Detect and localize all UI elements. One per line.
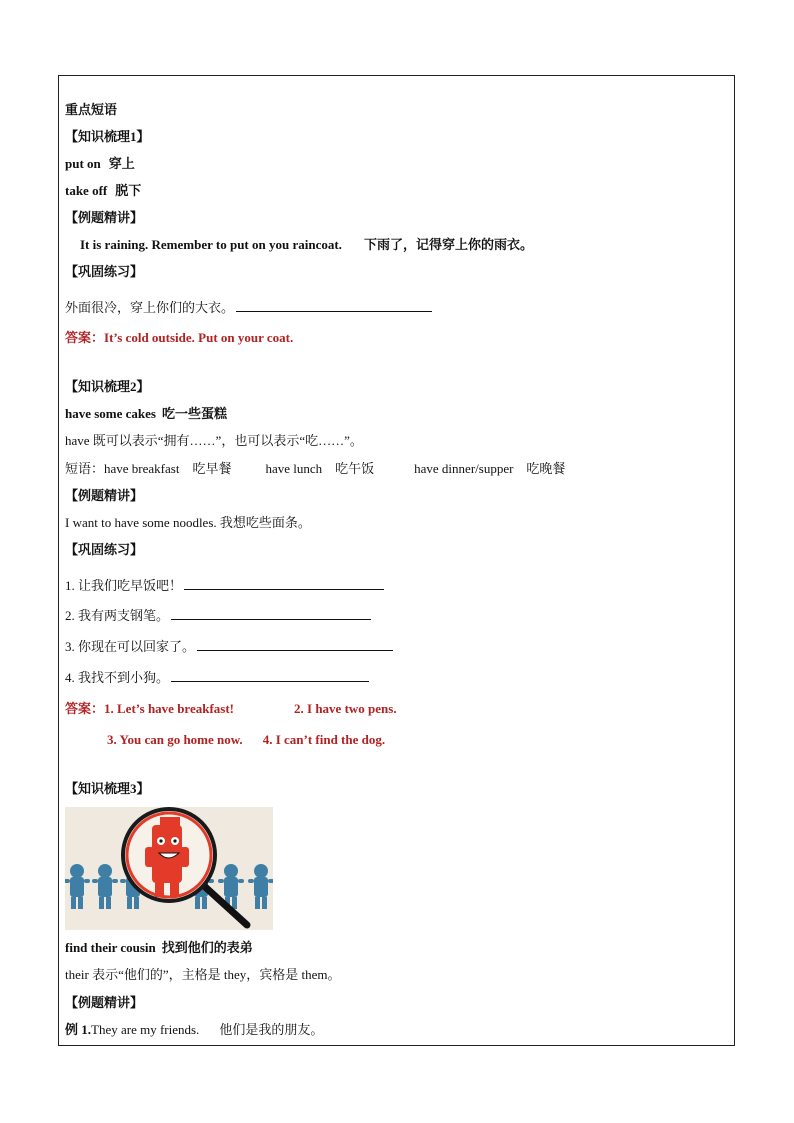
example-en: They are my friends. bbox=[91, 1022, 200, 1037]
practice-question bbox=[65, 669, 369, 686]
example-heading-1: 【例题精讲】 bbox=[65, 210, 144, 225]
question-text: 2. 我有两支钢笔。 bbox=[65, 608, 170, 623]
phrase-cn: 吃一些蛋糕 bbox=[162, 406, 228, 421]
answer-2-continued bbox=[107, 732, 385, 748]
answer-text: It’s cold outside. Put on your coat. bbox=[104, 330, 294, 345]
phrase-have-some-cakes bbox=[65, 406, 227, 422]
answer-blank[interactable] bbox=[197, 638, 393, 651]
answer-item-4: 4. I can’t find the dog. bbox=[262, 732, 386, 747]
example-sentence-3 bbox=[65, 1022, 323, 1038]
phrase-find-their-cousin bbox=[65, 940, 253, 956]
answer-1 bbox=[65, 330, 293, 346]
example-label: 例 1. bbox=[65, 1022, 92, 1037]
explanation-have: have 既可以表示“拥有……”，也可以表示“吃……”。 bbox=[65, 433, 363, 448]
phrase-cn: 脱下 bbox=[115, 183, 142, 198]
knowledge-heading-1: 【知识梳理1】 bbox=[65, 129, 150, 144]
answer-blank[interactable] bbox=[171, 669, 369, 682]
question-text: 1. 让我们吃早饭吧！ bbox=[65, 578, 183, 593]
answer-blank[interactable] bbox=[184, 577, 384, 590]
example-heading-3: 【例题精讲】 bbox=[65, 995, 144, 1010]
practice-heading-2: 【巩固练习】 bbox=[65, 542, 144, 557]
phrase-en: put on bbox=[65, 156, 101, 171]
answer-blank[interactable] bbox=[236, 299, 432, 312]
short-phrase-3: have dinner/supper 吃晚餐 bbox=[414, 461, 566, 476]
phrase-en: find their cousin bbox=[65, 940, 156, 955]
question-text: 外面很冷，穿上你们的大衣。 bbox=[65, 300, 235, 315]
knowledge-heading-3: 【知识梳理3】 bbox=[65, 781, 150, 796]
section-title: 重点短语 bbox=[65, 102, 118, 117]
answer-item-1: 1. Let’s have breakfast! bbox=[104, 701, 235, 716]
example-en: It is raining. Remember to put on you raincoat. bbox=[80, 237, 342, 252]
example-heading-2: 【例题精讲】 bbox=[65, 488, 144, 503]
practice-question-1 bbox=[65, 299, 432, 316]
practice-question bbox=[65, 607, 371, 624]
example-cn: 他们是我的朋友。 bbox=[219, 1022, 324, 1037]
explanation-their: their 表示“他们的”，主格是 they，宾格是 them。 bbox=[65, 967, 341, 982]
answer-blank[interactable] bbox=[171, 607, 371, 620]
practice-question bbox=[65, 638, 393, 655]
knowledge-heading-2: 【知识梳理2】 bbox=[65, 379, 150, 394]
phrase-cn: 找到他们的表弟 bbox=[161, 940, 253, 955]
short-phrases bbox=[65, 461, 565, 477]
answer-label: 答案： bbox=[65, 701, 105, 716]
answer-2 bbox=[65, 701, 397, 717]
answer-item-2: 2. I have two pens. bbox=[294, 701, 397, 716]
phrase-en: take off bbox=[65, 183, 108, 198]
example-sentence-1 bbox=[80, 237, 533, 253]
phrase-put-on bbox=[65, 156, 135, 172]
phrase-en: have some cakes bbox=[65, 406, 156, 421]
answer-item-3: 3. You can go home now. bbox=[107, 732, 243, 747]
example-sentence-2: I want to have some noodles. 我想吃些面条。 bbox=[65, 515, 311, 530]
phrase-cn: 穿上 bbox=[108, 156, 135, 171]
phrase-take-off bbox=[65, 183, 141, 199]
magnifier-figures-icon bbox=[65, 807, 273, 930]
question-text: 3. 你现在可以回家了。 bbox=[65, 639, 196, 654]
example-cn: 下雨了，记得穿上你的雨衣。 bbox=[363, 237, 533, 252]
short-label: 短语： bbox=[65, 461, 105, 476]
short-phrase-1: have breakfast 吃早餐 bbox=[104, 461, 232, 476]
practice-question bbox=[65, 577, 384, 594]
short-phrase-2: have lunch 吃午饭 bbox=[265, 461, 375, 476]
question-text: 4. 我找不到小狗。 bbox=[65, 670, 170, 685]
practice-heading-1: 【巩固练习】 bbox=[65, 264, 144, 279]
answer-label: 答案： bbox=[65, 330, 105, 345]
